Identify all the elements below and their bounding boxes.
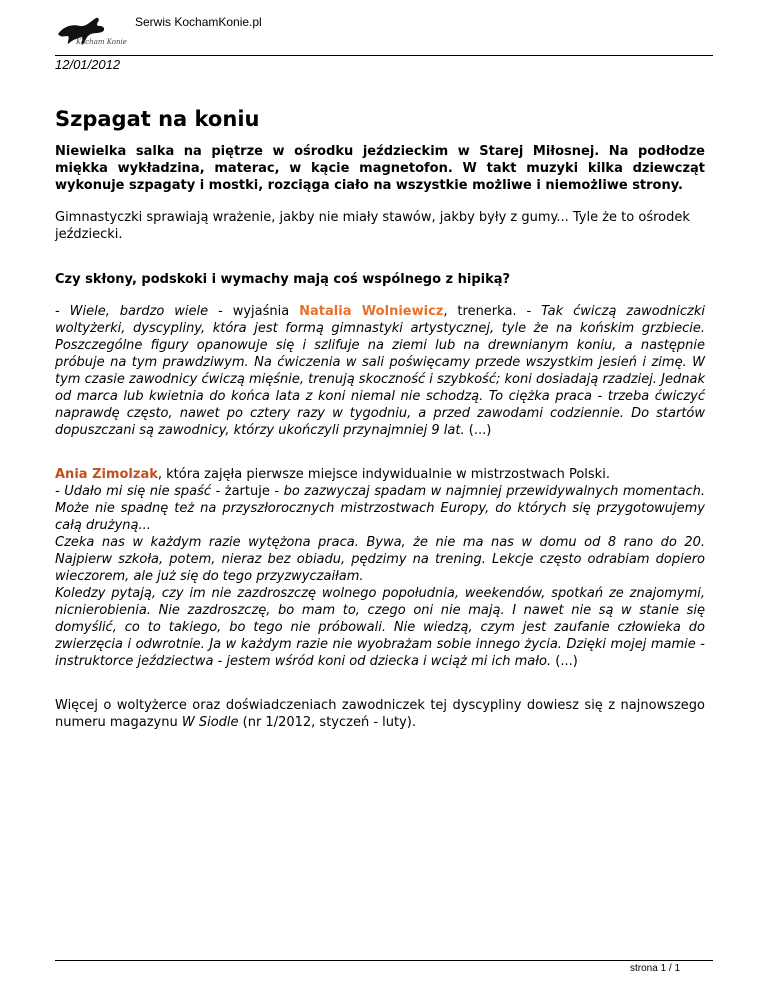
closing-text: Więcej o woltyżerce oraz doświadczeniach zawodniczek tej dyscypliny dowiesz się z najnowszego numeru magazynu bbox=[55, 698, 705, 730]
athlete-quote-attr: - żartuje - bbox=[211, 484, 284, 499]
page-number: strona 1 / 1 bbox=[630, 963, 681, 974]
athlete-quote-ellipsis: (...) bbox=[551, 654, 578, 669]
logo-text: Kocham Konie bbox=[76, 38, 127, 46]
trainer-quote bbox=[55, 303, 705, 439]
article-closing bbox=[55, 697, 705, 731]
athlete-quote-3: Koledzy pytają, czy im nie zazdroszczę wolnego popołudnia, weekendów, spotkań ze znajomymi, nicnierobienia. Nie zazdroszczę, bo mam to, czego oni nie mają. I nawet nie są w stanie się domyślić, co to takiego, bo tego nie próbowali. Nie wiedzą, czym jest zaufanie człowieka do zwierzęcia i odwrotnie. Ja w każdym razie nie wyobrażam sobie innego życia. Dzięki mojej mamie - instruktorce jeździectwa - jestem wśród koni od dziecka i wciąż mi ich mało. bbox=[55, 586, 705, 669]
article-lead: Niewielka salka na piętrze w ośrodku jeździeckim w Starej Miłosnej. Na podłodze miękka wykładzina, materac, w kącie magnetofon. W takt muzyki kilka dziewcząt wykonuje szpagaty i mostki, rozciąga ciało na wszystkie możliwe i niemożliwe strony. bbox=[55, 144, 705, 193]
athlete-quote-2: Czeka nas w każdym razie wytężona praca. Bywa, że nie ma nas w domu od 8 rano do 20. Najpierw szkoła, potem, nieraz bez obiadu, pędzimy na trening. Lekcje często odrabiam dopiero wieczorem, ale już się do tego przyzwyczaiłam. bbox=[55, 535, 705, 584]
article-body bbox=[55, 106, 705, 731]
article-title: Szpagat na koniu bbox=[55, 107, 260, 131]
quote-body: Tak ćwiczą zawodniczki woltyżerki, dyscypliny, która jest formą gimnastyki artystycznej, tyle że na końskim grzbiecie. Poszczególne figury opanowuje się i szlifuje na ziemi lub na drewnianym koniu, a następnie próbuje na tym prawdziwym. Na ćwiczenia w sali poświęcamy przede wszystkim jesień i zimę. W tym czasie zawodnicy ćwiczą mięśnie, trenują skoczność i szybkość; koni dosiadają rzadziej. Jednak od marca lub kwietnia do końca lata z koni niemal nie schodzą. To ciężka praca - trzeba ćwiczyć naprawdę często, nawet po cztery razy w tygodniu, a przed zawodami codziennie. Do startów dopuszczani są zawodnicy, którzy ukończyli przynajmniej 9 lat. bbox=[55, 304, 705, 438]
magazine-name: W Siodle bbox=[181, 715, 239, 730]
footer-divider bbox=[55, 960, 713, 961]
athlete-section bbox=[55, 466, 705, 670]
quote-ellipsis: (...) bbox=[464, 423, 492, 438]
article-intro: Gimnastyczki sprawiają wrażenie, jakby nie miały stawów, jakby były z gumy... Tyle że to ośrodek jeździecki. bbox=[55, 210, 690, 242]
trainer-name-link[interactable]: Natalia Wolniewicz bbox=[299, 304, 444, 319]
quote-opening: - Wiele, bardzo wiele bbox=[55, 304, 209, 319]
athlete-quote-1: bo zazwyczaj spadam w najmniej przewidywalnych momentach. Może nie spadnę też na przyszłorocznych mistrzostwach Europy, do których się przygotowujemy całą drużyną... bbox=[55, 484, 705, 533]
athlete-name-link[interactable]: Ania Zimolzak bbox=[55, 467, 158, 482]
quote-role: , trenerka. - bbox=[443, 304, 542, 319]
athlete-quote-open: - Udało mi się nie spaść bbox=[55, 484, 212, 499]
athlete-intro: , która zajęła pierwsze miejsce indywidualnie w mistrzostwach Polski. bbox=[157, 467, 610, 482]
article-date: 12/01/2012 bbox=[55, 57, 121, 72]
site-name: Serwis KochamKonie.pl bbox=[135, 15, 262, 29]
header-divider bbox=[55, 55, 713, 56]
section-question: Czy skłony, podskoki i wymachy mają coś wspólnego z hipiką? bbox=[55, 272, 511, 287]
quote-attribution: - wyjaśnia bbox=[208, 304, 300, 319]
closing-issue: (nr 1/2012, styczeń - luty). bbox=[238, 715, 417, 730]
